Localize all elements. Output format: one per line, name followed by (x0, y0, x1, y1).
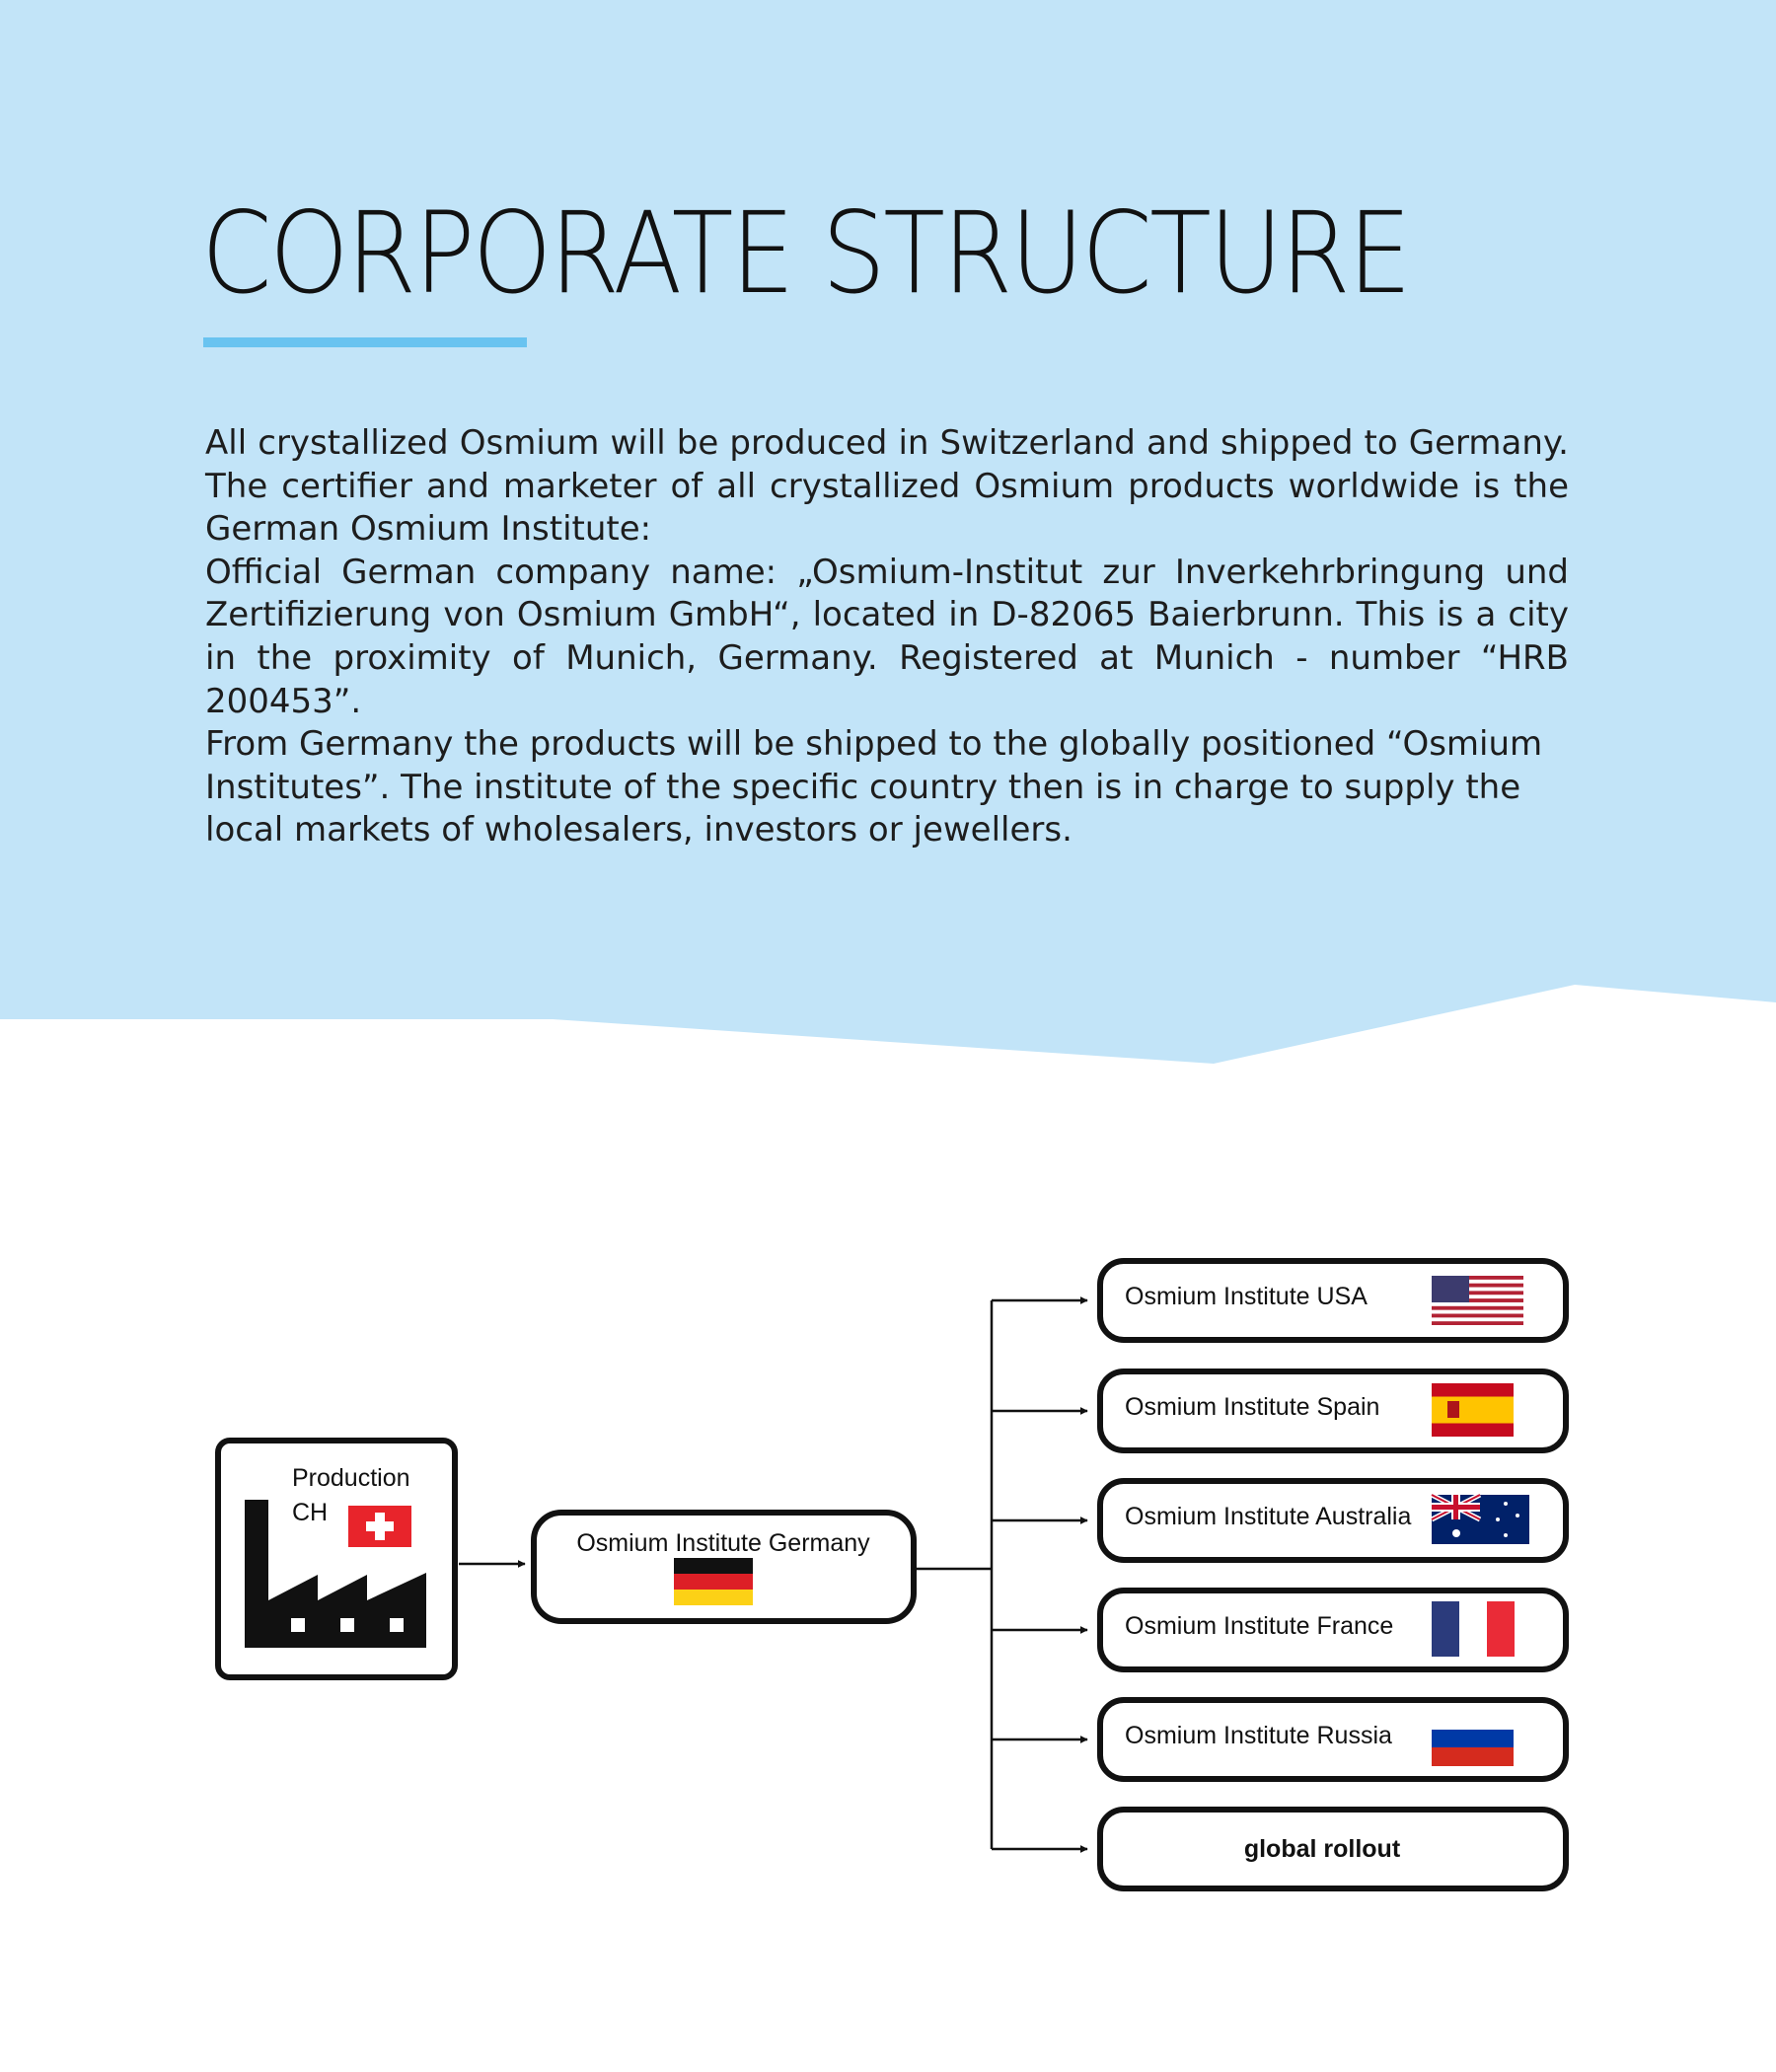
russia-flag-icon (1432, 1711, 1514, 1766)
institute-spain (1100, 1371, 1566, 1450)
germany-node (534, 1513, 914, 1621)
production-node (218, 1441, 455, 1677)
swiss-flag-icon (348, 1506, 411, 1547)
institute-australia-label: Osmium Institute Australia (1125, 1503, 1412, 1530)
germany-label: Osmium Institute Germany (576, 1529, 870, 1557)
institute-usa (1100, 1261, 1566, 1340)
production-country: CH (292, 1499, 329, 1526)
paragraph-company: Official German company name: „Osmium-Institut zur Inverkehrbringung und Zertifizierung von Osmium GmbH“, located in D-82065 Baierbrunn. This is a city in the proximity of Munich, Germany. Registered at Munich - number “HRB 200453”. (205, 552, 1569, 721)
institute-france-label: Osmium Institute France (1125, 1612, 1394, 1640)
australia-flag-icon (1432, 1495, 1529, 1544)
institute-russia-label: Osmium Institute Russia (1125, 1722, 1392, 1749)
institute-russia (1100, 1700, 1566, 1779)
german-flag-icon (674, 1558, 753, 1605)
institute-australia (1100, 1481, 1566, 1560)
usa-flag-icon (1432, 1276, 1523, 1325)
institute-spain-label: Osmium Institute Spain (1125, 1393, 1380, 1421)
production-label: Production (292, 1464, 410, 1492)
paragraph-production: All crystallized Osmium will be produced in Switzerland and shipped to Germany. The certifier and marketer of all crystallized Osmium products worldwide is the German Osmium Institute: (205, 423, 1569, 550)
global-rollout-node (1100, 1810, 1566, 1888)
global-rollout-label: global rollout (1243, 1835, 1401, 1863)
institute-usa-label: Osmium Institute USA (1125, 1283, 1368, 1310)
france-flag-icon (1432, 1601, 1515, 1657)
spain-flag-icon (1432, 1383, 1514, 1437)
paragraph-distribution: From Germany the products will be shipped to the globally positioned “Osmium Institutes”. The institute of the specific country then is in charge to supply the local markets of wholesalers, investors or jewellers. (205, 724, 1543, 851)
page-title: CORPORATE STRUCTURE (201, 187, 1410, 319)
institute-france (1100, 1591, 1566, 1669)
